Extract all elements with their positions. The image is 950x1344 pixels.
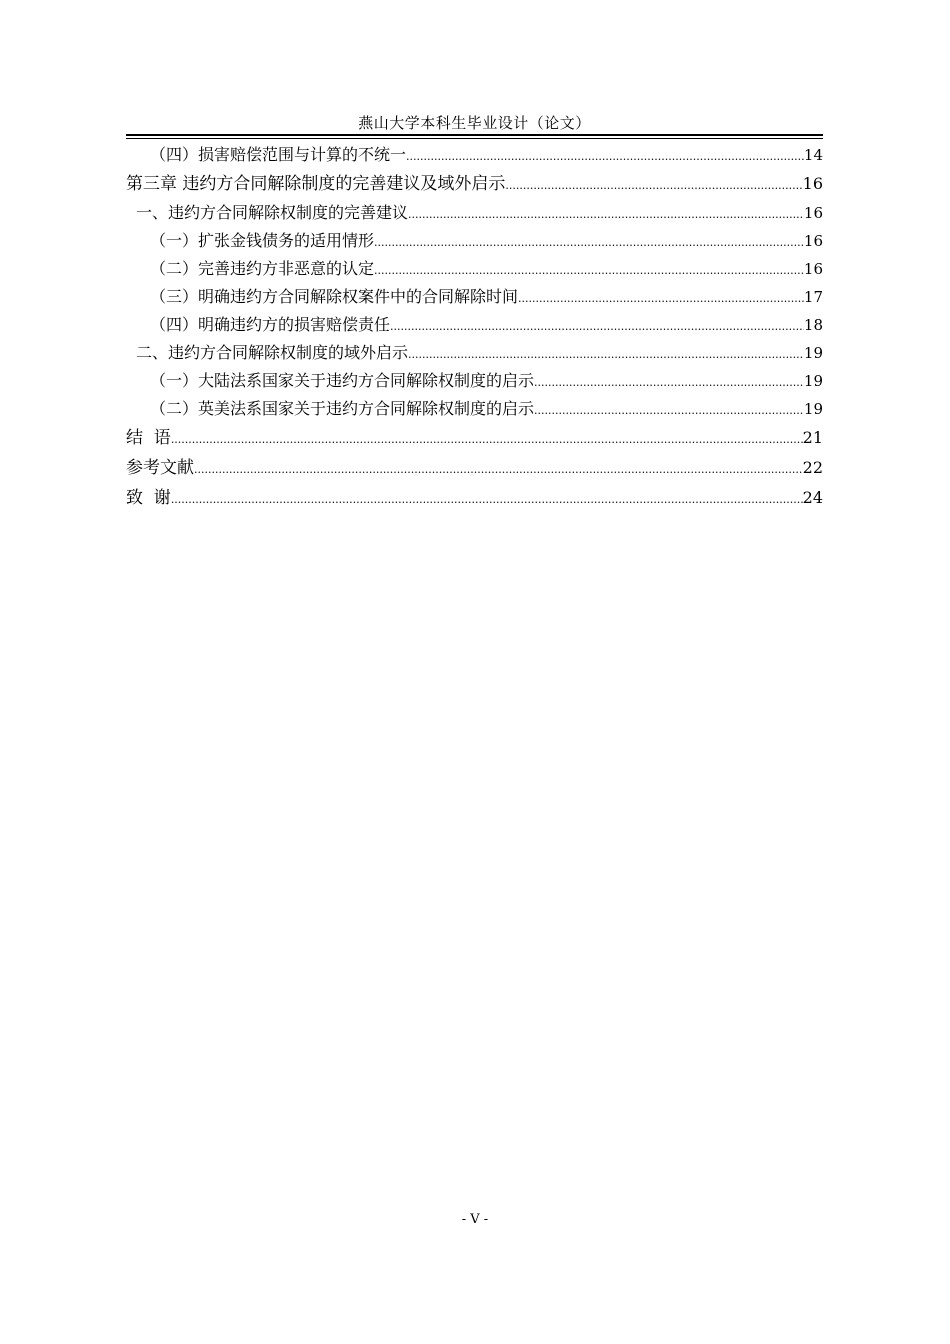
toc-entry[interactable] xyxy=(126,367,823,395)
toc-leader-dots xyxy=(534,367,804,397)
toc-entry-page: 22 xyxy=(802,458,823,477)
toc-entry-page: 14 xyxy=(803,146,823,164)
header-rule-thick xyxy=(126,134,823,136)
toc-leader-dots xyxy=(374,227,804,257)
toc-entry-title: 致 谢 xyxy=(126,488,171,508)
toc-leader-dots xyxy=(171,423,803,455)
toc-entry-page: 19 xyxy=(803,372,823,390)
header-rule-thin xyxy=(126,138,823,139)
toc-entry[interactable] xyxy=(126,311,823,339)
toc-leader-dots xyxy=(390,311,804,341)
toc-entry-title: 一、违约方合同解除权制度的完善建议 xyxy=(136,203,409,222)
toc-entry[interactable] xyxy=(126,141,823,169)
toc-entry-page: 19 xyxy=(803,400,823,418)
toc-entry-page: 24 xyxy=(802,488,823,507)
toc-entry-page: 21 xyxy=(802,428,823,447)
toc-entry-page: 16 xyxy=(802,174,823,193)
toc-entry[interactable] xyxy=(126,199,823,227)
toc-entry[interactable] xyxy=(126,395,823,423)
toc-entry-title: （四）损害赔偿范围与计算的不统一 xyxy=(150,145,407,164)
toc-leader-dots xyxy=(408,199,804,229)
toc-entry[interactable] xyxy=(126,483,823,513)
table-of-contents xyxy=(126,141,823,513)
toc-entry[interactable] xyxy=(126,423,823,453)
toc-entry[interactable] xyxy=(126,453,823,483)
toc-entry[interactable] xyxy=(126,283,823,311)
toc-entry[interactable] xyxy=(126,255,823,283)
toc-entry-title: （二）英美法系国家关于违约方合同解除权制度的启示 xyxy=(150,399,535,418)
toc-entry-page: 16 xyxy=(803,232,823,250)
toc-entry-page: 17 xyxy=(803,288,823,306)
toc-entry-page: 19 xyxy=(803,344,823,362)
toc-entry-title: （一）扩张金钱债务的适用情形 xyxy=(150,231,375,250)
toc-entry-title: 结 语 xyxy=(126,428,171,448)
page-header-title: 燕山大学本科生毕业设计（论文） xyxy=(358,114,591,132)
toc-leader-dots xyxy=(505,169,802,201)
toc-entry-title: 第三章 违约方合同解除制度的完善建议及域外启示 xyxy=(126,174,506,194)
toc-entry-page: 16 xyxy=(803,204,823,222)
toc-entry-title: 参考文献 xyxy=(126,458,194,478)
toc-entry-title: 二、违约方合同解除权制度的域外启示 xyxy=(136,343,409,362)
toc-leader-dots xyxy=(518,283,804,313)
toc-entry[interactable] xyxy=(126,227,823,255)
toc-leader-dots xyxy=(171,483,803,515)
toc-entry-title: （三）明确违约方合同解除权案件中的合同解除时间 xyxy=(150,287,519,306)
toc-leader-dots xyxy=(194,453,803,485)
page-number: - V - xyxy=(461,1212,489,1227)
toc-entry[interactable] xyxy=(126,169,823,199)
toc-leader-dots xyxy=(408,339,804,369)
toc-entry-page: 18 xyxy=(803,316,823,334)
toc-entry[interactable] xyxy=(126,339,823,367)
toc-entry-title: （四）明确违约方的损害赔偿责任 xyxy=(150,315,391,334)
toc-leader-dots xyxy=(374,255,804,285)
toc-leader-dots xyxy=(534,395,804,425)
toc-entry-page: 16 xyxy=(803,260,823,278)
toc-leader-dots xyxy=(406,141,804,171)
toc-entry-title: （二）完善违约方非恶意的认定 xyxy=(150,259,375,278)
toc-entry-title: （一）大陆法系国家关于违约方合同解除权制度的启示 xyxy=(150,371,535,390)
